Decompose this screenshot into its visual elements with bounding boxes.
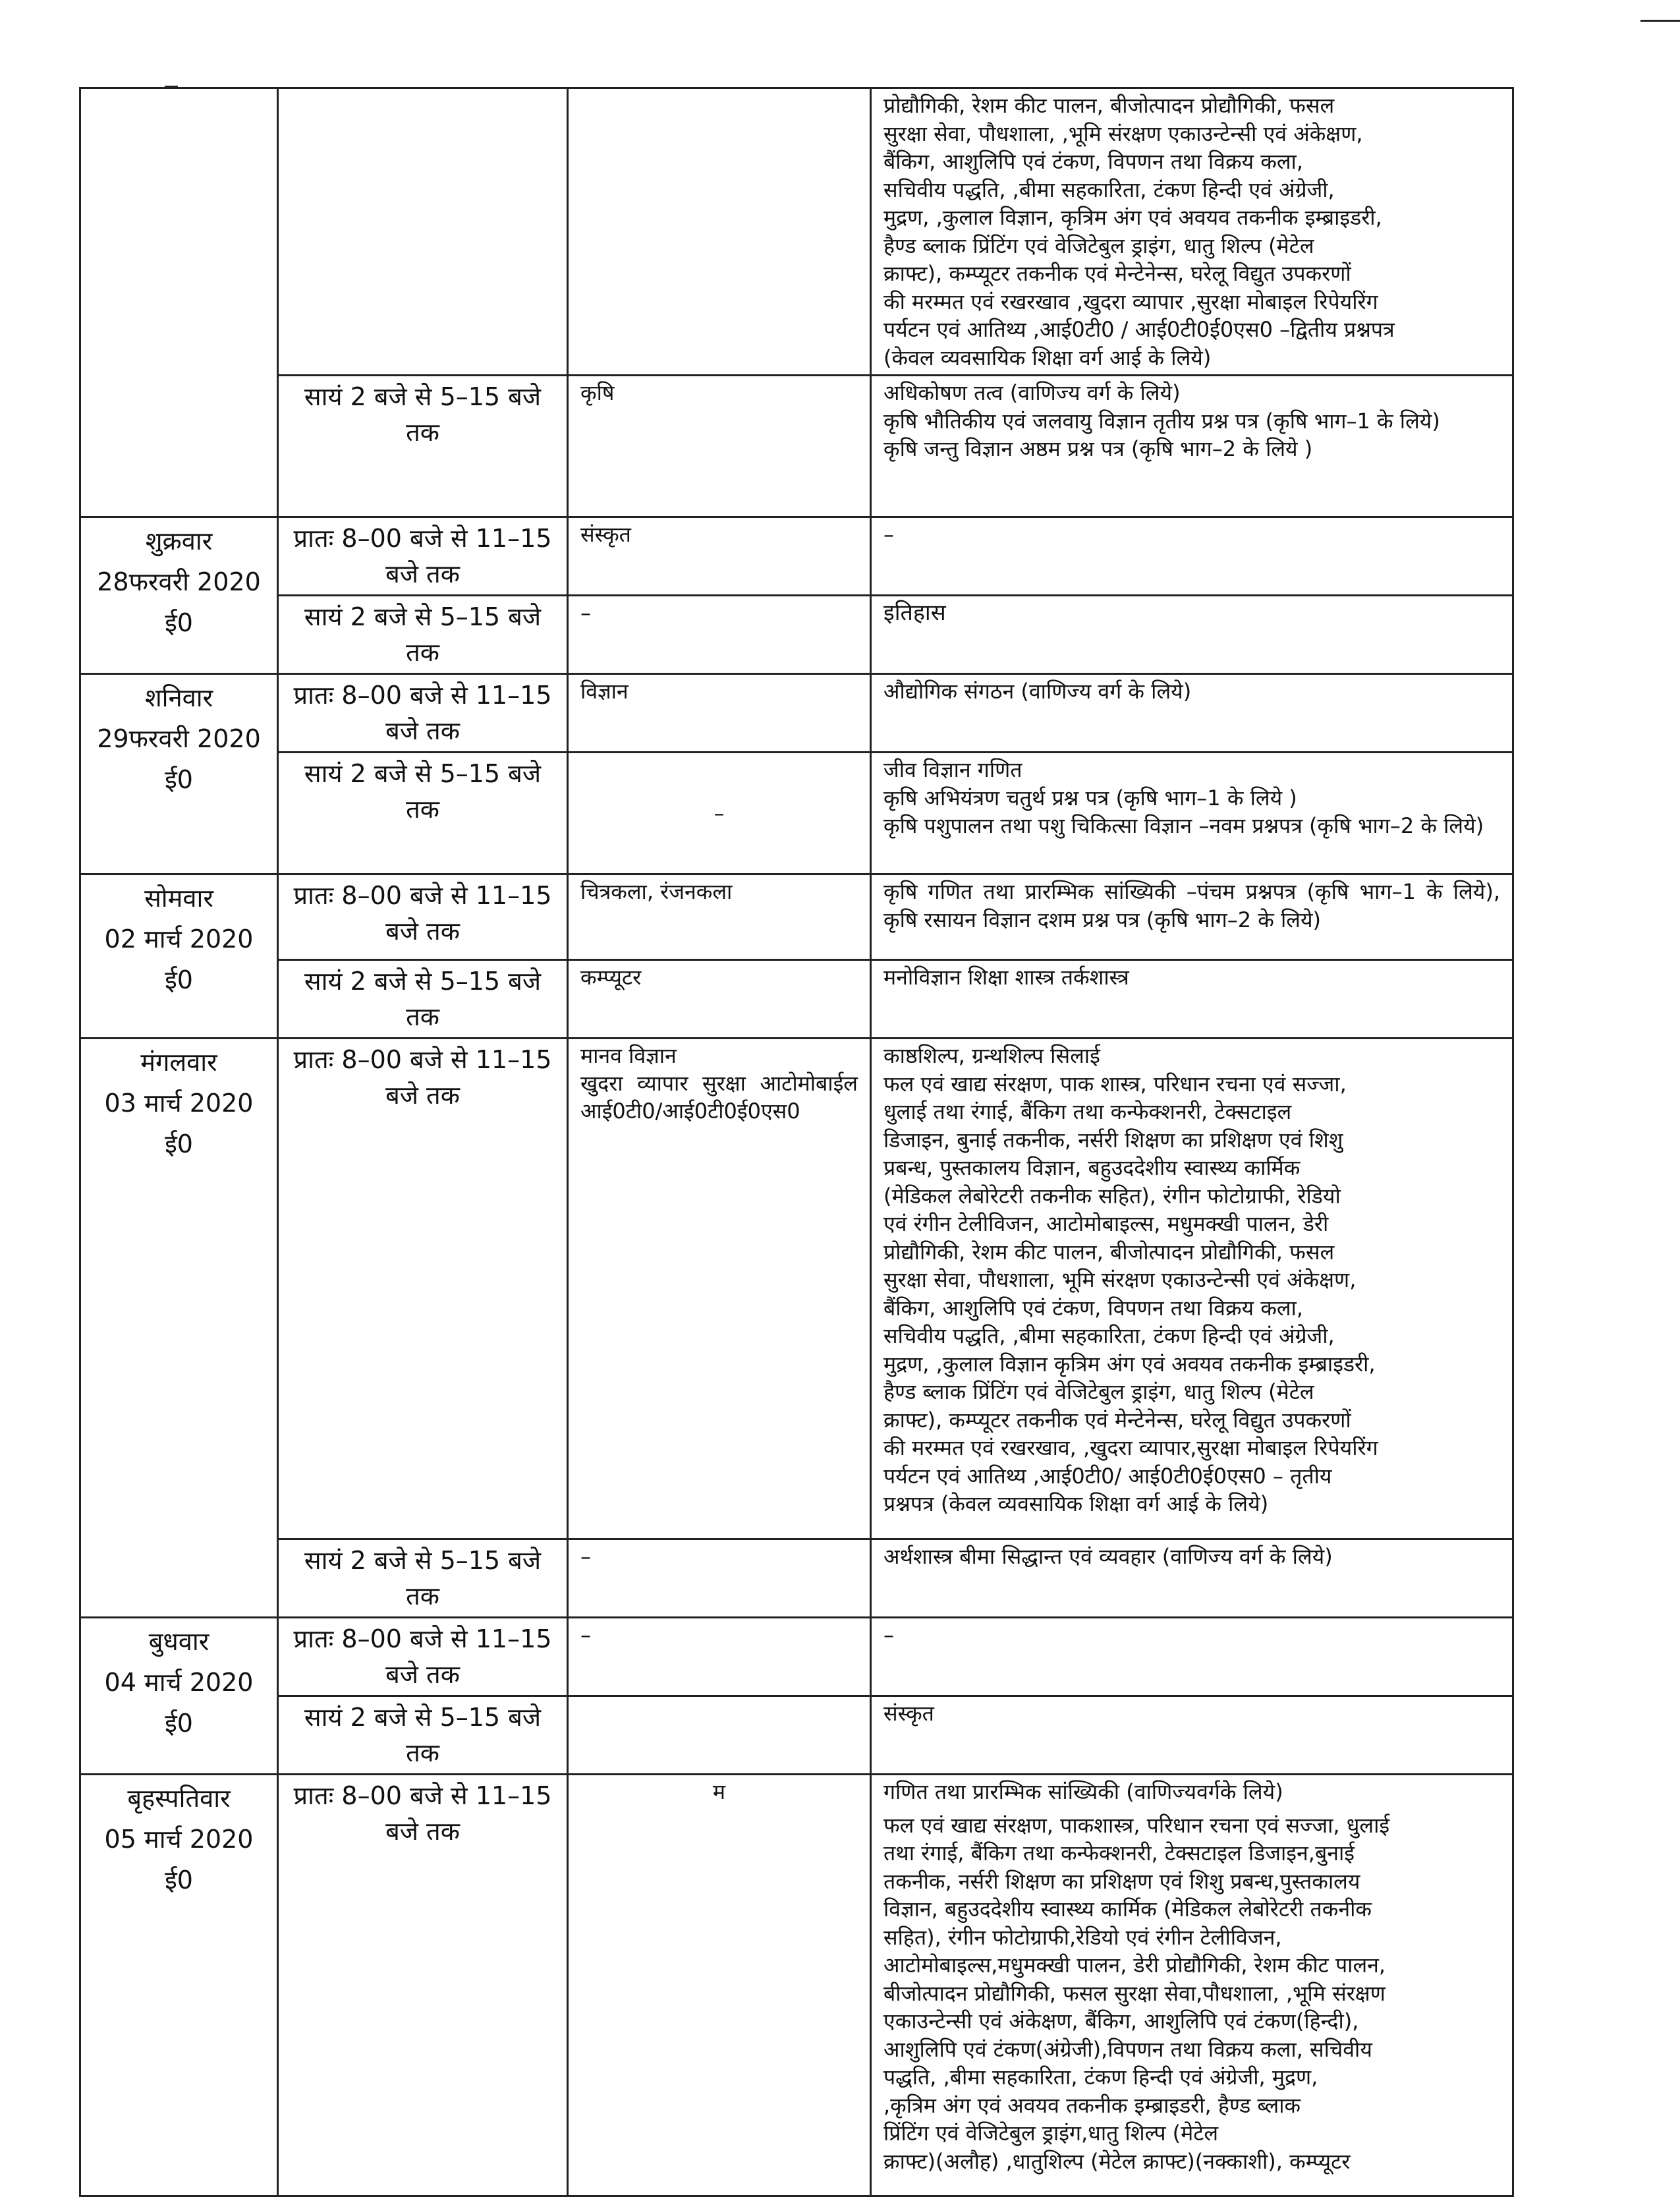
table-row — [80, 376, 1513, 517]
subject-line: जीव विज्ञान गणित — [883, 757, 1022, 782]
subject-a-cell: कृषि — [568, 376, 871, 517]
subject-line: की मरम्मत एवं रखरखाव, ,खुदरा व्यापार,सुरक्षा मोबाइल रिपेयरिंग — [883, 1435, 1378, 1460]
day-name: सोमवार — [144, 884, 213, 913]
subject-line: प्रबन्ध, पुस्तकालय विज्ञान, बहुउददेशीय स्वास्थ्य कार्मिक — [883, 1155, 1301, 1180]
subject-line: सुरक्षा सेवा, पौधशाला, भूमि संरक्षण एकाउन्टेन्सी एवं अंकेक्षण, — [883, 1267, 1357, 1292]
subject-line: मुद्रण, ,कुलाल विज्ञान, कृत्रिम अंग एवं अवयव तकनीक इम्ब्राइडरी, — [883, 205, 1382, 230]
morning-time-cell: प्रातः 8–00 बजे से 11–15 बजे तक — [278, 517, 568, 596]
day-date: 29फरवरी 2020 — [97, 724, 261, 753]
subject-a-cell: कम्प्यूटर — [568, 960, 871, 1039]
day-cell — [80, 517, 278, 674]
subject-a-cell — [568, 1696, 871, 1775]
subject-line: धुलाई तथा रंगाई, बैंकिग तथा कन्फेक्शनरी, टेक्सटाइल — [883, 1099, 1292, 1124]
subject-b-cell: – — [871, 517, 1513, 596]
day-date: 02 मार्च 2020 — [104, 925, 254, 954]
subject-line: कृषि पशुपालन तथा पशु चिकित्सा विज्ञान –नवम प्रश्नपत्र (कृषि भाग–2 के लिये) — [883, 813, 1484, 838]
subject-line: ,कृत्रिम अंग एवं अवयव तकनीक इम्ब्राइडरी, हैण्ड ब्लाक — [883, 2092, 1301, 2118]
subject-head: काष्ठशिल्प, ग्रन्थशिल्प सिलाई — [883, 1043, 1100, 1068]
table-row — [80, 960, 1513, 1039]
subject-b-cell: कृषि गणित तथा प्रारम्भिक सांख्यिकी –पंचम प्रश्नपत्र (कृषि भाग–1 के लिये), कृषि रसायन विज्ञान दशम प्रश्न पत्र (कृषि भाग–2 के लिये) — [871, 874, 1513, 960]
subject-a-cell: म — [568, 1775, 871, 2196]
subject-line: सहित), रंगीन फोटोग्राफी,रेडियो एवं रंगीन टेलीविजन, — [883, 1924, 1282, 1950]
morning-time-cell: प्रातः 8–00 बजे से 11–15 बजे तक — [278, 674, 568, 753]
day-era: ई0 — [165, 1709, 193, 1738]
exam-schedule-table — [79, 87, 1514, 2197]
day-era: ई0 — [165, 765, 193, 794]
subject-line: की मरम्मत एवं रखरखाव ,खुदरा व्यापार ,सुरक्षा मोबाइल रिपेयरिंग — [883, 289, 1378, 314]
day-name: बुधवार — [148, 1627, 210, 1656]
day-era: ई0 — [165, 1129, 193, 1158]
subject-line: आटोमोबाइल्स,मधुमक्खी पालन, डेरी प्रोद्यौगिकी, रेशम कीट पालन, — [883, 1953, 1386, 1978]
table-row — [80, 674, 1513, 753]
day-cell-continued — [80, 88, 278, 517]
subject-line: पद्धति, ,बीमा सहकारिता, टंकण हिन्दी एवं अंग्रेजी, मुद्रण, — [883, 2065, 1318, 2090]
subject-line: कृषि भौतिकीय एवं जलवायु विज्ञान तृतीय प्रश्न पत्र (कृषि भाग–1 के लिये) — [883, 408, 1440, 434]
subject-a-cell — [568, 1039, 871, 1539]
subject-b-cell — [871, 376, 1513, 517]
scan-edge-right — [1640, 20, 1680, 22]
table-row — [80, 1039, 1513, 1539]
subject-b-cell — [871, 1039, 1513, 1539]
subject-line: क्राफ्ट), कम्प्यूटर तकनीक एवं मेन्टेनेन्स, घरेलू विद्युत उपकरणों — [883, 261, 1351, 286]
day-date: 05 मार्च 2020 — [104, 1825, 254, 1854]
subject-line: पर्यटन एवं आतिथ्य ,आई0टी0 / आई0टी0ई0एस0 –द्वितीय प्रश्नपत्र — [883, 317, 1395, 342]
subject-line: फल एवं खाद्य संरक्षण, पाकशास्त्र, परिधान रचना एवं सज्जा, धुलाई — [883, 1812, 1390, 1838]
subject-a-cell-continued — [568, 88, 871, 376]
day-cell — [80, 1775, 278, 2196]
table-row — [80, 753, 1513, 874]
evening-time-cell: सायं 2 बजे से 5–15 बजे तक — [278, 376, 568, 517]
morning-time-cell: प्रातः 8–00 बजे से 11–15 बजे तक — [278, 1775, 568, 2196]
subject-a-cell: विज्ञान — [568, 674, 871, 753]
subject-line: सुरक्षा सेवा, पौधशाला, ,भूमि संरक्षण एकाउन्टेन्सी एवं अंकेक्षण, — [883, 121, 1363, 146]
subject-a-cell: – — [568, 753, 871, 874]
day-cell — [80, 1618, 278, 1775]
day-date: 04 मार्च 2020 — [104, 1668, 254, 1697]
subject-line: हैण्ड ब्लाक प्रिंटिंग एवं वेजिटेबुल ड्राइंग, धातु शिल्प (मेटेल — [883, 1379, 1314, 1404]
subject-line: सचिवीय पद्धति, ,बीमा सहकारिता, टंकण हिन्दी एवं अंग्रेजी, — [883, 1323, 1335, 1348]
subject-a-cell: चित्रकला, रंजनकला — [568, 874, 871, 960]
day-name: शनिवार — [144, 683, 213, 712]
day-name: बृहस्पतिवार — [127, 1784, 231, 1813]
day-era: ई0 — [165, 1866, 193, 1895]
time-cell-continued — [278, 88, 568, 376]
day-name: शुक्रवार — [145, 527, 213, 556]
morning-time-cell: प्रातः 8–00 बजे से 11–15 बजे तक — [278, 1039, 568, 1539]
subject-line: तकनीक, नर्सरी शिक्षण का प्रशिक्षण एवं शिशु प्रबन्ध,पुस्तकालय — [883, 1868, 1360, 1894]
subject-b-cell: मनोविज्ञान शिक्षा शास्त्र तर्कशास्त्र — [871, 960, 1513, 1039]
evening-time-cell: सायं 2 बजे से 5–15 बजे तक — [278, 596, 568, 674]
subject-line: तथा रंगाई, बैंकिग तथा कन्फेक्शनरी, टेक्सटाइल डिजाइन,बुनाई — [883, 1840, 1355, 1866]
subject-b-cell: इतिहास — [871, 596, 1513, 674]
day-era: ई0 — [165, 608, 193, 637]
subject-line: खुदरा व्यापार सुरक्षा आटोमोबाईल आई0टी0/आई0टी0ई0एस0 — [580, 1071, 858, 1124]
subject-line: प्रश्नपत्र (केवल व्यवसायिक शिक्षा वर्ग आई के लिये) — [883, 1491, 1269, 1516]
table-row — [80, 596, 1513, 674]
subject-b-cell: संस्कृत — [871, 1696, 1513, 1775]
subject-line: बैंकिग, आशुलिपि एवं टंकण, विपणन तथा विक्रय कला, — [883, 1295, 1304, 1321]
subject-line: बीजोत्पादन प्रोद्यौगिकी, फसल सुरक्षा सेवा,पौधशाला, ,भूमि संरक्षण — [883, 1980, 1386, 2006]
subject-a-cell: – — [568, 1539, 871, 1618]
day-era: ई0 — [165, 965, 193, 994]
subject-head: गणित तथा प्रारम्भिक सांख्यिकी (वाणिज्यवर्गके लिये) — [883, 1779, 1283, 1804]
subject-line: कृषि अभियंत्रण चतुर्थ प्रश्न पत्र (कृषि भाग–1 के लिये ) — [883, 785, 1297, 811]
subject-line: (मेडिकल लेबोरेटरी तकनीक सहित), रंगीन फोटोग्राफी, रेडियो — [883, 1183, 1341, 1209]
subject-line: मानव विज्ञान — [580, 1043, 677, 1068]
day-cell — [80, 674, 278, 874]
subject-line: प्रोद्यौगिकी, रेशम कीट पालन, बीजोत्पादन प्रोद्यौगिकी, फसल — [883, 93, 1335, 118]
subject-b-cell — [871, 88, 1513, 376]
subject-line: अधिकोषण तत्व (वाणिज्य वर्ग के लिये) — [883, 380, 1181, 405]
table-row — [80, 1618, 1513, 1696]
subject-line: मुद्रण, ,कुलाल विज्ञान कृत्रिम अंग एवं अवयव तकनीक इम्ब्राइडरी, — [883, 1351, 1376, 1377]
subject-b-cell — [871, 753, 1513, 874]
subject-line: प्रिंटिंग एवं वेजिटेबुल ड्राइंग,धातु शिल्प (मेटेल — [883, 2121, 1219, 2146]
subject-a-cell: – — [568, 596, 871, 674]
day-date: 28फरवरी 2020 — [97, 567, 261, 596]
table-row — [80, 874, 1513, 960]
table-row — [80, 517, 1513, 596]
evening-time-cell: सायं 2 बजे से 5–15 बजे तक — [278, 753, 568, 874]
evening-time-cell: सायं 2 बजे से 5–15 बजे तक — [278, 1539, 568, 1618]
evening-time-cell: सायं 2 बजे से 5–15 बजे तक — [278, 1696, 568, 1775]
morning-time-cell: प्रातः 8–00 बजे से 11–15 बजे तक — [278, 1618, 568, 1696]
subject-b-cell — [871, 1775, 1513, 2196]
subject-line: एवं रंगीन टेलीविजन, आटोमोबाइल्स, मधुमक्खी पालन, डेरी — [883, 1211, 1329, 1236]
day-date: 03 मार्च 2020 — [104, 1089, 254, 1118]
table-row — [80, 1775, 1513, 2196]
subject-line: प्रोद्यौगिकी, रेशम कीट पालन, बीजोत्पादन प्रोद्यौगिकी, फसल — [883, 1239, 1335, 1265]
evening-time-cell: सायं 2 बजे से 5–15 बजे तक — [278, 960, 568, 1039]
subject-line: एकाउन्टेन्सी एवं अंकेक्षण, बैंकिग, आशुलिपि एवं टंकण(हिन्दी), — [883, 2009, 1359, 2034]
subject-line: पर्यटन एवं आतिथ्य ,आई0टी0/ आई0टी0ई0एस0 – तृतीय — [883, 1463, 1332, 1489]
subject-a-cell: – — [568, 1618, 871, 1696]
table-row — [80, 88, 1513, 376]
day-name: मंगलवार — [140, 1048, 217, 1077]
subject-line: बैंकिग, आशुलिपि एवं टंकण, विपणन तथा विक्रय कला, — [883, 149, 1304, 174]
subject-line: विज्ञान, बहुउददेशीय स्वास्थ्य कार्मिक (मेडिकल लेबोरेटरी तकनीक — [883, 1897, 1372, 1922]
subject-line: हैण्ड ब्लाक प्रिंटिंग एवं वेजिटेबुल ड्राइंग, धातु शिल्प (मेटेल — [883, 233, 1314, 258]
table-row — [80, 1696, 1513, 1775]
day-cell — [80, 874, 278, 1039]
subject-line: कृषि जन्तु विज्ञान अष्ठम प्रश्न पत्र (कृषि भाग–2 के लिये ) — [883, 436, 1313, 461]
subject-line: आशुलिपि एवं टंकण(अंग्रेजी),विपणन तथा विक्रय कला, सचिवीय — [883, 2036, 1372, 2062]
subject-line: डिजाइन, बुनाई तकनीक, नर्सरी शिक्षण का प्रशिक्षण एवं शिशु — [883, 1127, 1343, 1153]
subject-b-cell: अर्थशास्त्र बीमा सिद्धान्त एवं व्यवहार (वाणिज्य वर्ग के लिये) — [871, 1539, 1513, 1618]
morning-time-cell: प्रातः 8–00 बजे से 11–15 बजे तक — [278, 874, 568, 960]
subject-line: क्राफ्ट)(अलौह) ,धातुशिल्प (मेटेल क्राफ्ट)(नक्काशी), कम्प्यूटर — [883, 2148, 1351, 2174]
subject-line: क्राफ्ट), कम्प्यूटर तकनीक एवं मेन्टेनेन्स, घरेलू विद्युत उपकरणों — [883, 1407, 1351, 1433]
subject-line: (केवल व्यवसायिक शिक्षा वर्ग आई के लिये) — [883, 345, 1212, 370]
subject-line: फल एवं खाद्य संरक्षण, पाक शास्त्र, परिधान रचना एवं सज्जा, — [883, 1071, 1347, 1097]
table-row — [80, 1539, 1513, 1618]
day-cell — [80, 1039, 278, 1618]
subject-line: सचिवीय पद्धति, ,बीमा सहकारिता, टंकण हिन्दी एवं अंग्रेजी, — [883, 177, 1335, 202]
subject-b-cell: – — [871, 1618, 1513, 1696]
subject-b-cell: औद्योगिक संगठन (वाणिज्य वर्ग के लिये) — [871, 674, 1513, 753]
subject-a-cell: संस्कृत — [568, 517, 871, 596]
